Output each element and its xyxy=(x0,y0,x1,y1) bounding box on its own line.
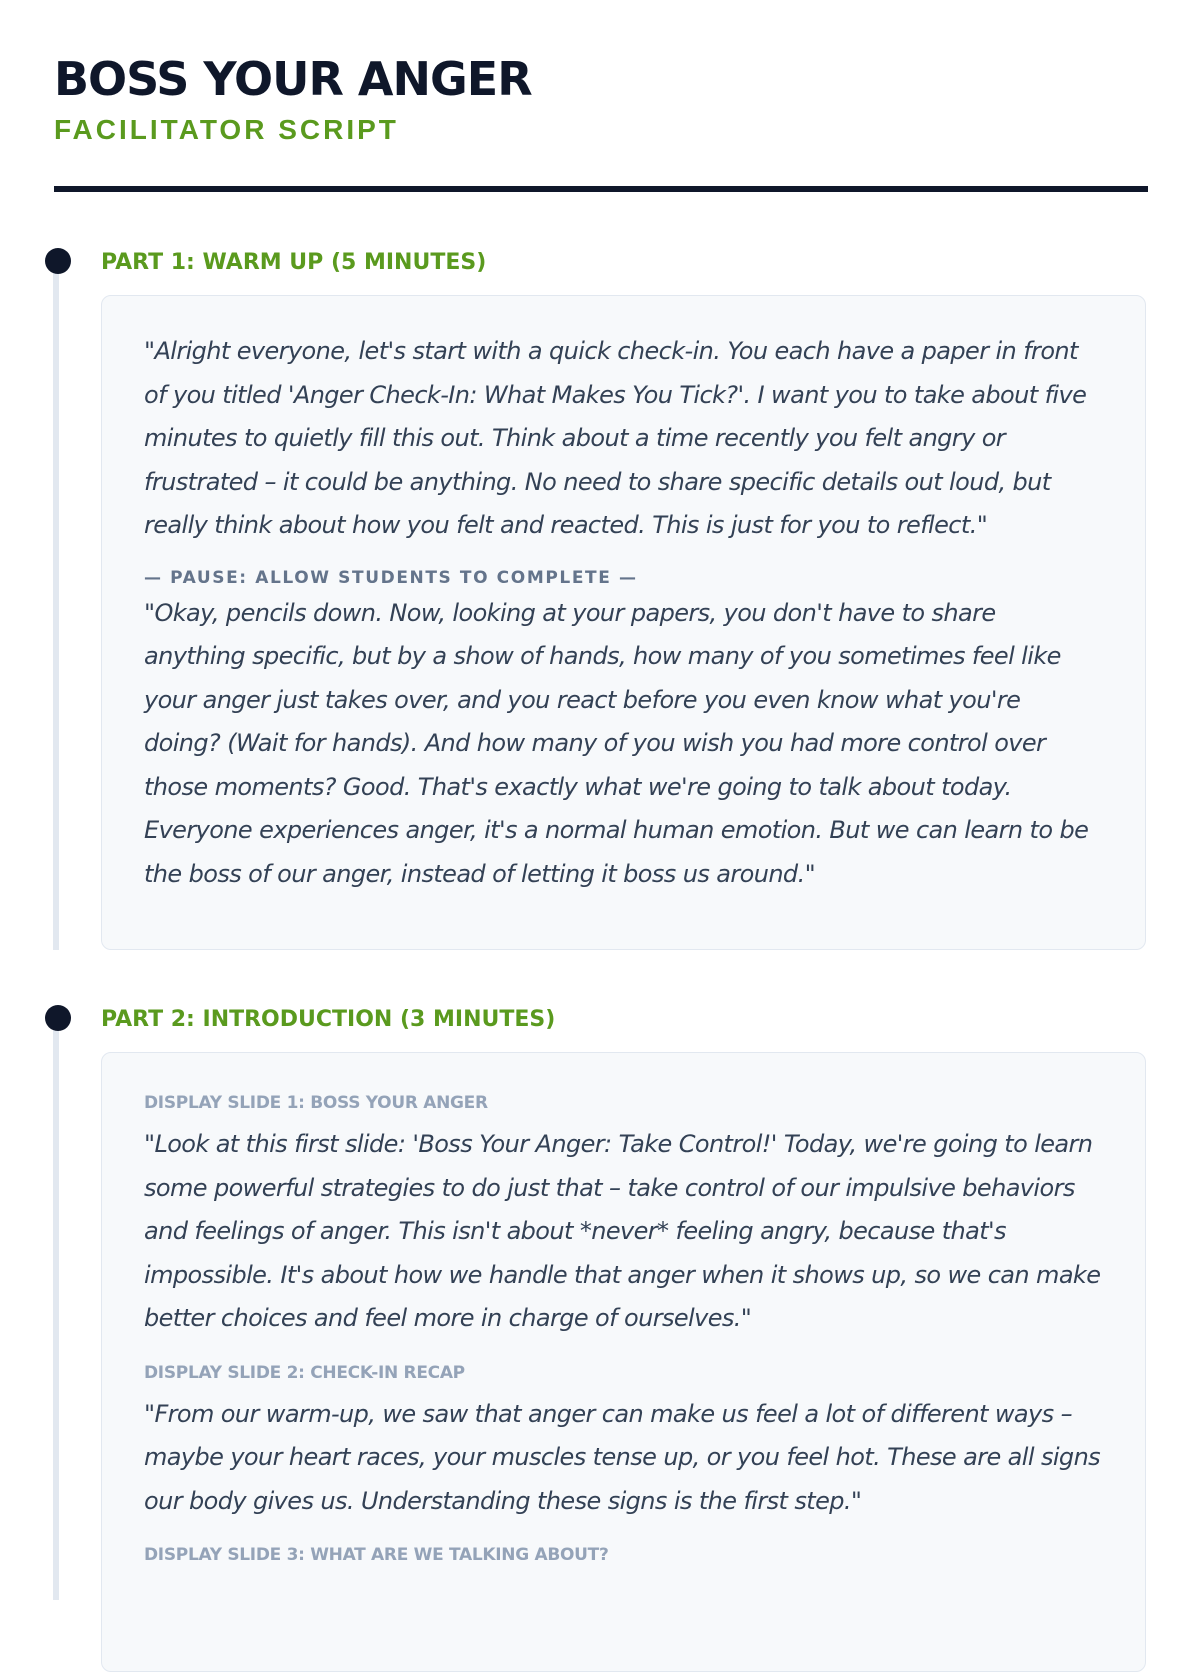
header-divider xyxy=(54,186,1148,192)
script-quote: "Look at this first slide: 'Boss Your Anger: Take Control!' Today, we're going to learn some powerful strategies to do just that – take control of our impulsive behaviors and feelings of anger. This isn't about *never* feeling angry, because that's impossible. It's about how we handle that anger when it shows up, so we can make better choices and feel more in charge of ourselves." xyxy=(144,1130,1101,1332)
section-title: PART 2: INTRODUCTION (3 MINUTES) xyxy=(101,1007,556,1032)
slide-block xyxy=(144,1363,1103,1524)
script-quote: "From our warm-up, we saw that anger can make us feel a lot of different ways – maybe your heart races, your muscles tense up, or you feel hot. These are all signs our body gives us. Understanding these signs is the first step." xyxy=(144,1399,1101,1515)
section-title: PART 1: WARM UP (5 MINUTES) xyxy=(101,250,487,275)
timeline-line xyxy=(53,1018,59,1600)
slide-block xyxy=(144,1093,1103,1341)
script-card xyxy=(101,1052,1146,1672)
slide-block xyxy=(144,1545,1103,1565)
slide-label: DISPLAY SLIDE 3: WHAT ARE WE TALKING ABOUT? xyxy=(144,1545,609,1565)
script-quote: "Okay, pencils down. Now, looking at your papers, you don't have to share anything specific, but by a show of hands, how many of you sometimes feel like your anger just takes over, and you react before you even know what you're doing? (Wait for hands). And how many of you wish you had more control over those moments? Good. That's exactly what we're going to talk about today. Everyone experiences anger, it's a normal human emotion. But we can learn to be the boss of our anger, instead of letting it boss us around." xyxy=(144,598,1089,888)
page-title: BOSS YOUR ANGER xyxy=(54,52,532,106)
timeline-dot xyxy=(45,1005,71,1031)
timeline-line xyxy=(53,262,59,950)
page-subtitle: FACILITATOR SCRIPT xyxy=(54,114,399,145)
timeline-dot xyxy=(45,248,71,274)
slide-label: DISPLAY SLIDE 1: BOSS YOUR ANGER xyxy=(144,1093,488,1113)
page-header xyxy=(54,52,1148,146)
slide-label: DISPLAY SLIDE 2: CHECK-IN RECAP xyxy=(144,1362,465,1383)
pause-instruction: — PAUSE: ALLOW STUDENTS TO COMPLETE — xyxy=(144,567,638,588)
script-card xyxy=(101,295,1146,950)
script-quote: "Alright everyone, let's start with a quick check-in. You each have a paper in front of you titled 'Anger Check-In: What Makes You Tick?'. I want you to take about five minutes to quietly fill this out. Think about a time recently you felt angry or frustrated – it could be anything. No need to share specific details out loud, but really think about how you felt and reacted. This is just for you to reflect." xyxy=(144,337,1087,539)
